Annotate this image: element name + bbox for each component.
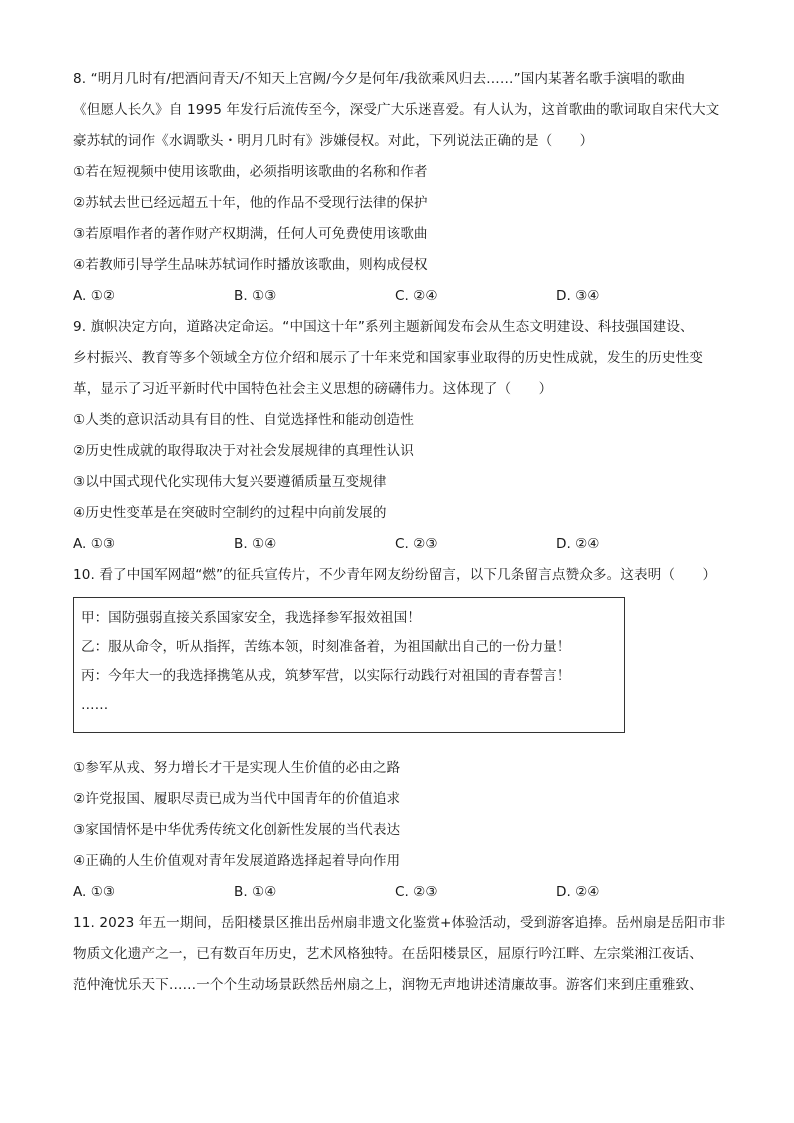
q10-option-d: D. ②④ (556, 884, 600, 900)
q10-comment-ellipsis: …… (81, 697, 109, 713)
q10-comment-bing: 丙：今年大一的我选择携笔从戎，筑梦军营，以实际行动践行对祖国的青春誓言！ (81, 668, 571, 684)
q8-statement: ④若教师引导学生品味苏轼词作时播放该歌曲，则构成侵权 (73, 257, 428, 273)
q8-option-a: A. ①② (73, 288, 116, 304)
q9-option-c: C. ②③ (395, 536, 438, 552)
question-11 (73, 908, 733, 1001)
q10-comment-yi: 乙：服从命令，听从指挥，苦练本领，时刻准备着，为祖国献出自己的一份力量！ (81, 639, 571, 655)
q8-options (73, 281, 733, 312)
q10-quote-box (73, 597, 625, 733)
q10-statement: ②许党报国、履职尽责已成为当代中国青年的价值追求 (73, 791, 401, 807)
q10-comment-jia: 甲：国防强弱直接关系国家安全，我选择参军报效祖国！ (81, 610, 421, 626)
q10-options (73, 877, 733, 908)
q10-option-c: C. ②③ (395, 884, 438, 900)
q9-option-a: A. ①③ (73, 536, 116, 552)
q9-statement: ②历史性成就的取得取决于对社会发展规律的真理性认识 (73, 443, 414, 459)
question-9 (73, 312, 733, 560)
q11-stem-line: 范仲淹忧乐天下……一个个生动场景跃然岳州扇之上，润物无声地讲述清廉故事。游客们来到庄重雅致、 (73, 977, 703, 993)
q10-statement: ①参军从戎、努力增长才干是实现人生价值的必由之路 (73, 760, 401, 776)
question-8 (73, 64, 733, 312)
q8-stem-line: 豪苏轼的词作《水调歌头・明月几时有》涉嫌侵权。对此，下列说法正确的是（ ） (73, 133, 594, 149)
q9-stem-line: 革，显示了习近平新时代中国特色社会主义思想的磅礴伟力。这体现了（ ） (73, 381, 553, 397)
q9-statement: ①人类的意识活动具有目的性、自觉选择性和能动创造性 (73, 412, 414, 428)
q8-option-d: D. ③④ (556, 288, 600, 304)
page-content (73, 64, 733, 1001)
q9-option-d: D. ②④ (556, 536, 600, 552)
question-10 (73, 560, 733, 908)
q10-option-a: A. ①③ (73, 884, 116, 900)
q8-option-b: B. ①③ (234, 288, 277, 304)
q8-statement: ①若在短视频中使用该歌曲，必须指明该歌曲的名称和作者 (73, 164, 428, 180)
q11-stem-line: 物质文化遗产之一，已有数百年历史，艺术风格独特。在岳阳楼景区，屈原行吟江畔、左宗棠湘江夜话、 (73, 946, 703, 962)
q8-statement: ③若原唱作者的著作财产权期满，任何人可免费使用该歌曲 (73, 226, 428, 242)
q8-stem-line: 8. “明月几时有/把酒问青天/不知天上宫阙/今夕是何年/我欲乘风归去……”国内某著名歌手演唱的歌曲 (73, 71, 686, 87)
q8-stem-line: 《但愿人长久》自 1995 年发行后流传至今，深受广大乐迷喜爱。有人认为，这首歌曲的歌词取自宋代大文 (73, 102, 720, 118)
q10-stem-line: 10. 看了中国军网超“燃”的征兵宣传片，不少青年网友纷纷留言，以下几条留言点赞众多。这表明（ ） (73, 567, 717, 583)
q10-statement: ④正确的人生价值观对青年发展道路选择起着导向作用 (73, 853, 401, 869)
q9-option-b: B. ①④ (234, 536, 277, 552)
q9-statement: ③以中国式现代化实现伟大复兴要遵循质量互变规律 (73, 474, 387, 490)
q9-stem-line: 9. 旗帜决定方向，道路决定命运。“中国这十年”系列主题新闻发布会从生态文明建设、科技强国建设、 (73, 319, 694, 335)
q11-stem-line: 11. 2023 年五一期间，岳阳楼景区推出岳州扇非遗文化鉴赏+体验活动，受到游客追捧。岳州扇是岳阳市非 (73, 915, 726, 931)
q9-stem-line: 乡村振兴、教育等多个领域全方位介绍和展示了十年来党和国家事业取得的历史性成就，发生的历史性变 (73, 350, 703, 366)
q8-option-c: C. ②④ (395, 288, 438, 304)
q9-statement: ④历史性变革是在突破时空制约的过程中向前发展的 (73, 505, 387, 521)
q10-option-b: B. ①④ (234, 884, 277, 900)
q8-statement: ②苏轼去世已经远超五十年，他的作品不受现行法律的保护 (73, 195, 428, 211)
q10-statement: ③家国情怀是中华优秀传统文化创新性发展的当代表达 (73, 822, 401, 838)
q9-options (73, 529, 733, 560)
